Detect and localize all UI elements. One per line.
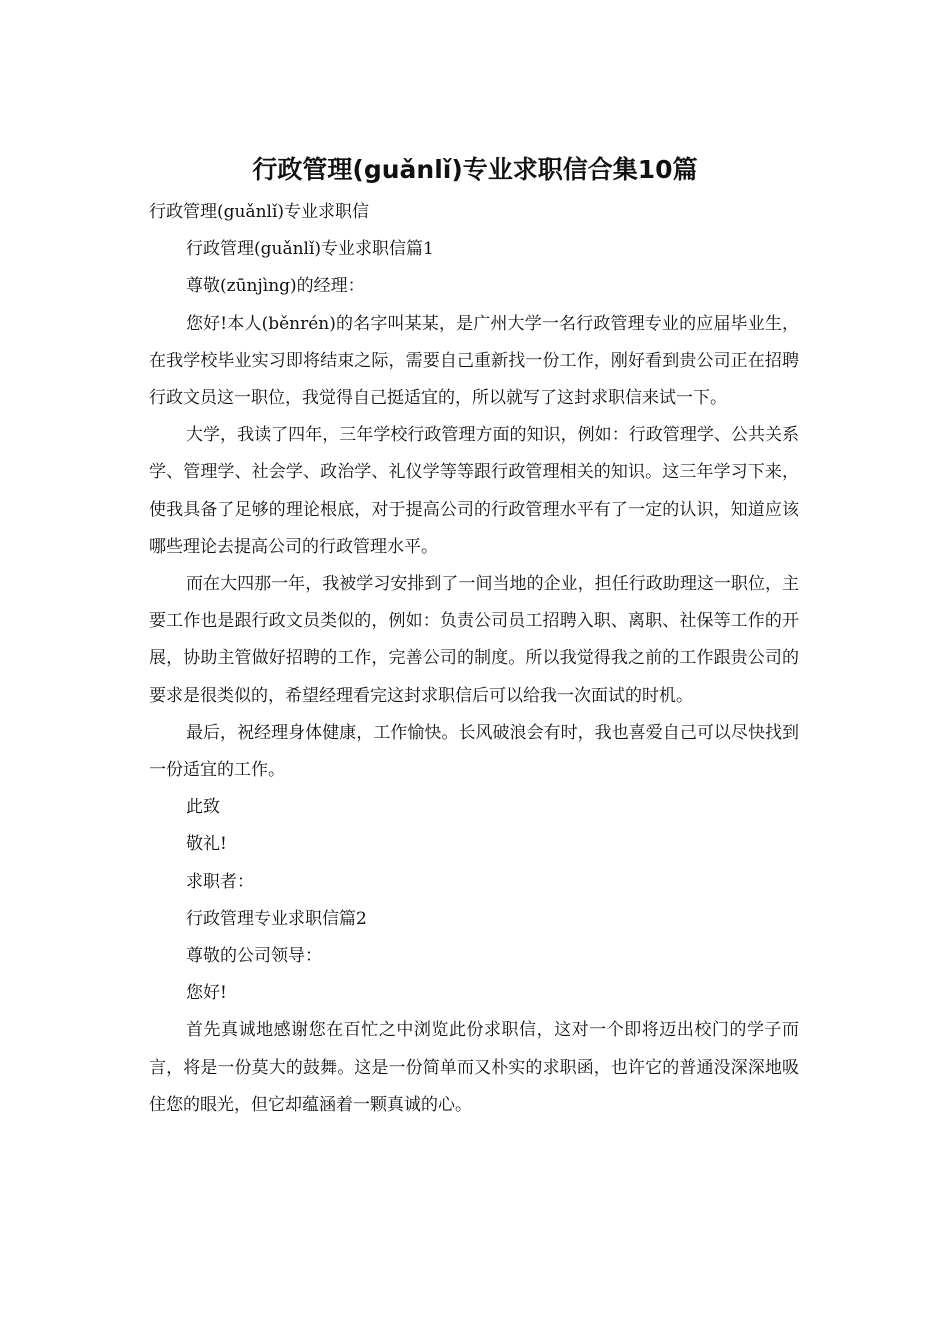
- signature-paragraph: 求职者：: [186, 871, 254, 892]
- body-paragraph: 大学，我读了四年，三年学校行政管理方面的知识，例如：行政管理学、公共关系学、管理学、社会学、政治学、礼仪学等等跟行政管理相关的知识。这三年学习下来，使我具备了足够的理论根底，对于提高公司的行政管理水平有了一定的认识，知道应该哪些理论去提高公司的行政管理水平。: [149, 425, 799, 557]
- subtitle-paragraph: 行政管理(guǎnlǐ)专业求职信: [149, 202, 370, 222]
- section-heading-1: 行政管理(guǎnlǐ)专业求职信篇1: [186, 239, 434, 260]
- closing-paragraph: 此致: [186, 797, 220, 818]
- body-paragraph: 最后，祝经理身体健康，工作愉快。长风破浪会有时，我也喜爱自己可以尽快找到一份适宜的工作。: [149, 722, 799, 781]
- salutation-paragraph: 尊敬的公司领导：: [186, 946, 322, 967]
- body-paragraph: 而在大四那一年，我被学习安排到了一间当地的企业，担任行政助理这一职位，主要工作也是跟行政文员类似的，例如：负责公司员工招聘入职、离职、社保等工作的开展，协助主管做好招聘的工作，完善公司的制度。所以我觉得我之前的工作跟贵公司的要求是很类似的，希望经理看完这封求职信后可以给我一次面试的时机。: [149, 574, 799, 706]
- salutation-paragraph: 尊敬(zūnjìng)的经理：: [186, 276, 365, 297]
- document-title: 行政管理(guǎnlǐ)专业求职信合集10篇: [252, 155, 698, 184]
- body-paragraph: 首先真诚地感谢您在百忙之中浏览此份求职信，这对一个即将迈出校门的学子而言，将是一份莫大的鼓舞。这是一份简单而又朴实的求职函，也许它的普通没深深地吸住您的眼光，但它却蕴涵着一颗真诚的心。: [149, 1020, 799, 1115]
- section-heading-2: 行政管理专业求职信篇2: [186, 908, 367, 929]
- closing-paragraph: 敬礼!: [186, 834, 227, 855]
- greeting-paragraph: 您好!: [186, 983, 227, 1004]
- body-paragraph: 您好!本人(běnrén)的名字叫某某，是广州大学一名行政管理专业的应届毕业生，在我学校毕业实习即将结束之际，需要自己重新找一份工作，刚好看到贵公司正在招聘行政文员这一职位，我觉得自己挺适宜的，所以就写了这封求职信来试一下。: [149, 313, 799, 409]
- document-body: [149, 194, 799, 1124]
